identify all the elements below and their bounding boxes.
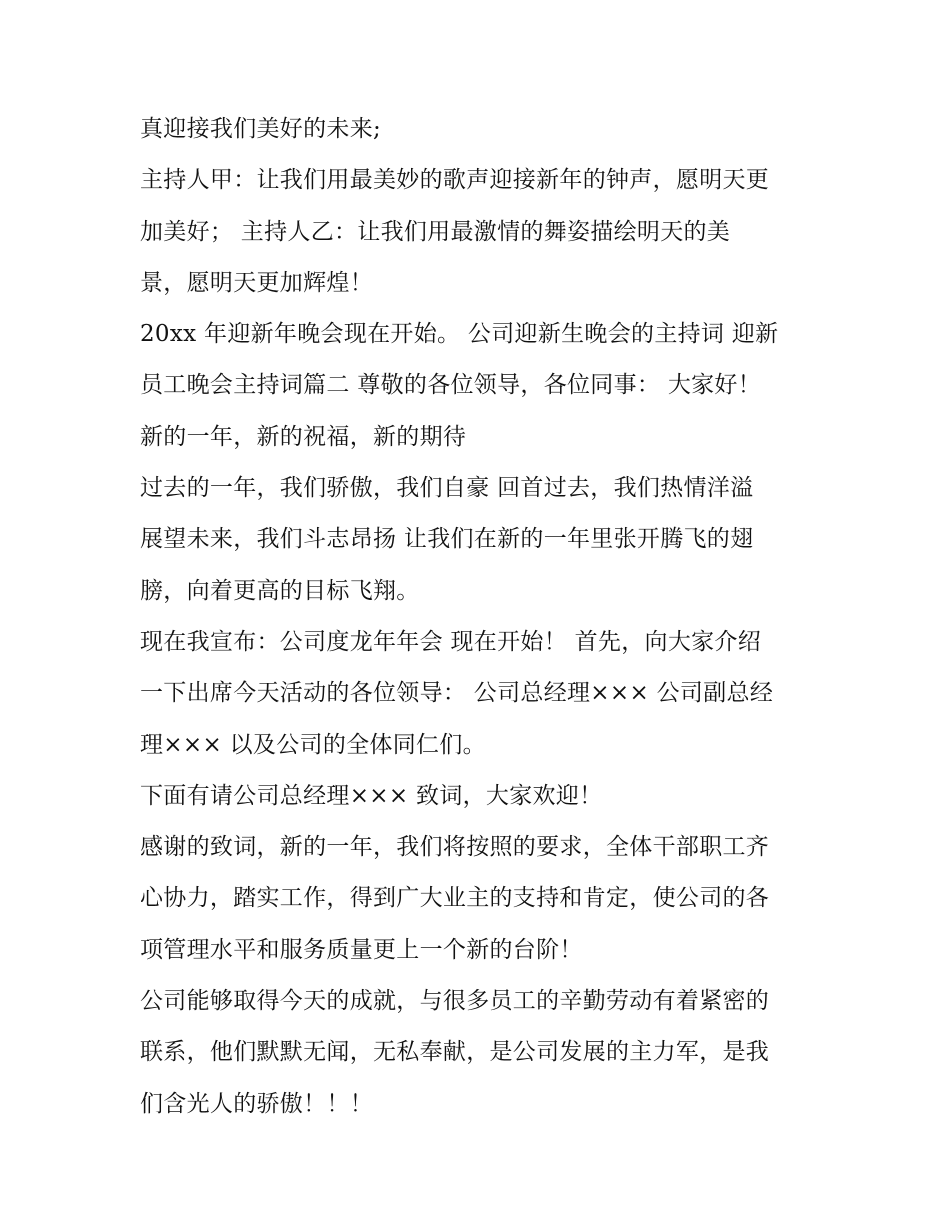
text-line: 景，愿明天更加辉煌！ [140, 269, 373, 296]
text-line: 下面有请公司总经理××× 致词，大家欢迎！ [140, 782, 603, 809]
text-line: 心协力，踏实工作，得到广大业主的支持和肯定，使公司的各 [140, 885, 770, 912]
text-line: 感谢的致词，新的一年，我们将按照的要求，全体干部职工齐 [140, 834, 770, 861]
text-line: 公司能够取得今天的成就，与很多员工的辛勤劳动有着紧密的 [140, 988, 770, 1015]
text-line: 现在我宣布：公司度龙年年会 现在开始！ 首先，向大家介绍 [140, 628, 762, 655]
text-line: 项管理水平和服务质量更上一个新的台阶！ [140, 936, 583, 963]
text-line: 主持人甲：让我们用最美妙的歌声迎接新年的钟声，愿明天更 [140, 167, 770, 194]
text-line: 展望未来，我们斗志昂扬 让我们在新的一年里张开腾飞的翅 [140, 526, 754, 553]
text-line: 新的一年，新的祝福，新的期待 [140, 423, 467, 450]
text-line: 膀，向着更高的目标飞翔。 [140, 577, 420, 604]
text-line: 一下出席今天活动的各位领导： 公司总经理××× 公司副总经 [140, 680, 774, 707]
text-line: 真迎接我们美好的未来; [140, 116, 382, 142]
text-line: 员工晚会主持词篇二 尊敬的各位领导，各位同事： 大家好！ [140, 372, 762, 399]
text-line: 加美好； 主持人乙：让我们用最激情的舞姿描绘明天的美 [140, 218, 731, 245]
text-line: 过去的一年，我们骄傲，我们自豪 回首过去，我们热情洋溢 [140, 475, 754, 502]
text-line: 理××× 以及公司的全体同仁们。 [140, 731, 486, 758]
text-line: 20xx 年迎新年晚会现在开始。 公司迎新生晚会的主持词 迎新 [140, 321, 779, 348]
text-line: 们含光人的骄傲！！！ [140, 1090, 373, 1117]
text-line: 联系，他们默默无闻，无私奉献，是公司发展的主力军，是我 [140, 1039, 770, 1066]
document-body [140, 104, 820, 1130]
